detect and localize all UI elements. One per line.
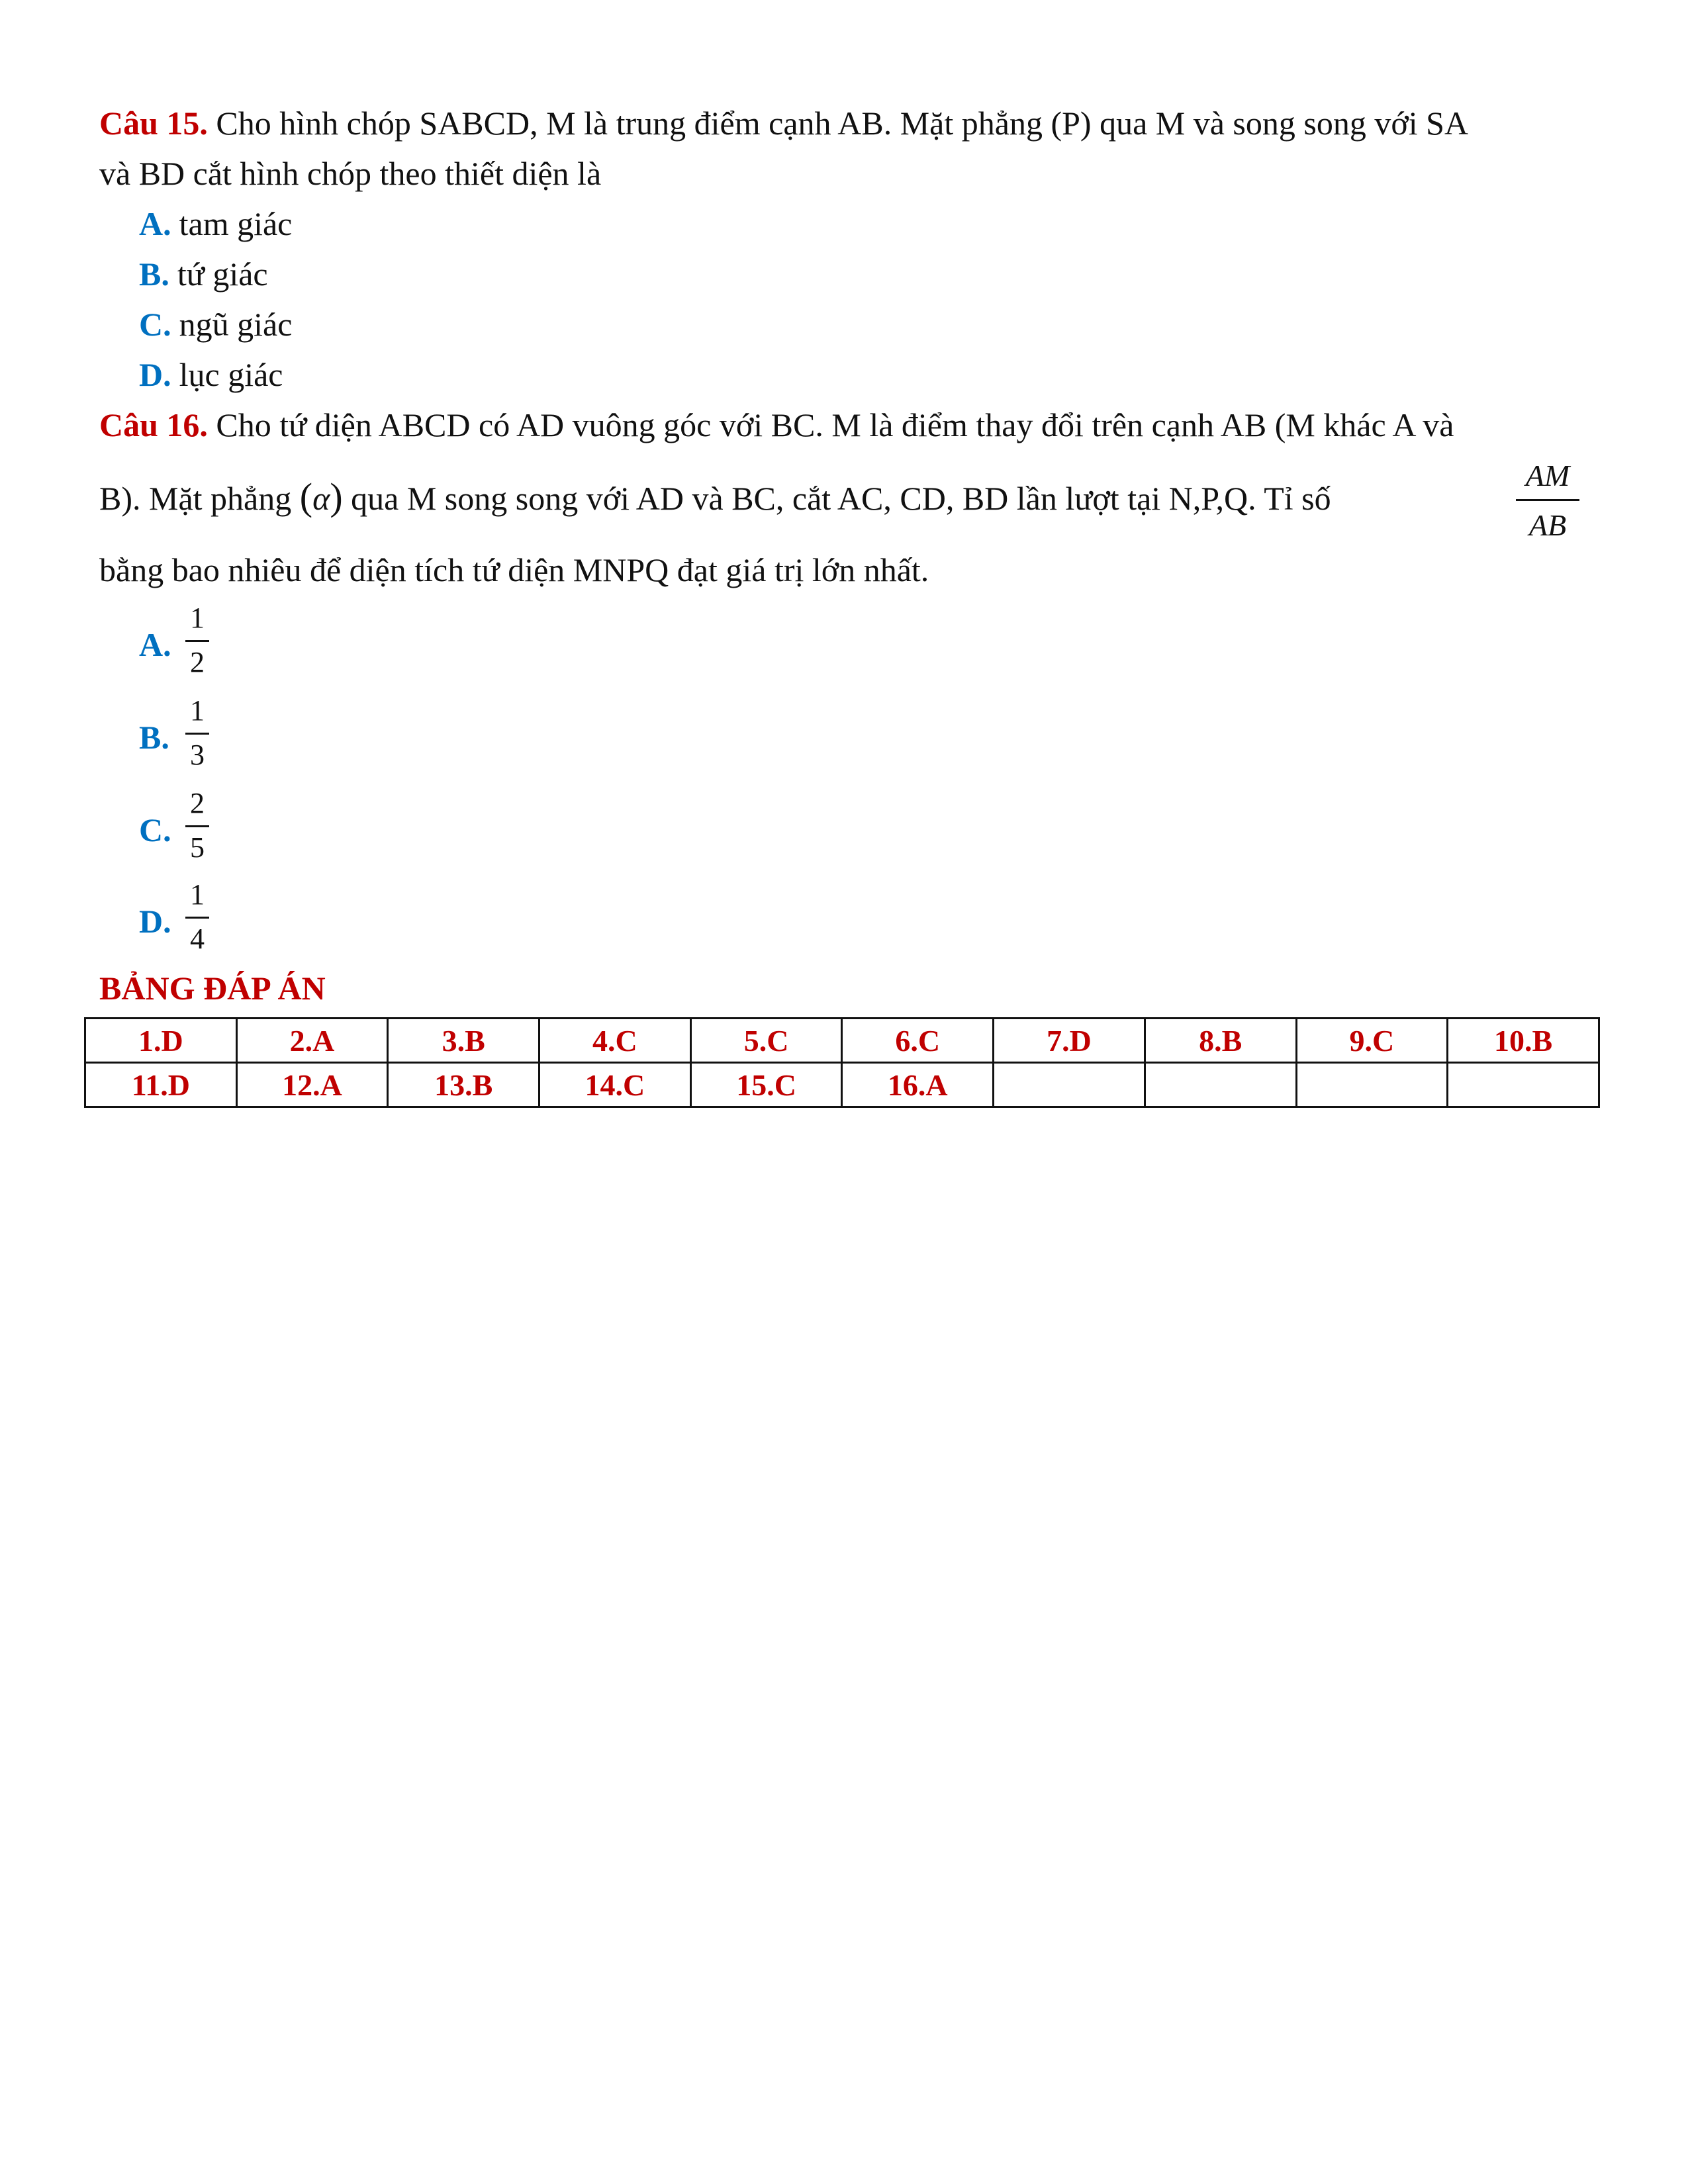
- answer-cell: 13.B: [388, 1063, 539, 1107]
- q15-option-b-label: B.: [139, 255, 169, 293]
- q16-line-1: [99, 404, 1454, 445]
- q16-option-c-den: 5: [190, 831, 205, 864]
- answer-cell: 14.C: [539, 1063, 691, 1107]
- answer-table: [84, 1017, 1600, 1108]
- answer-table-title: BẢNG ĐÁP ÁN: [99, 970, 326, 1007]
- q16-text-1: Cho tứ diện ABCD có AD vuông góc với BC. M là điểm thay đổi trên cạnh AB (M khác A và: [216, 406, 1454, 443]
- answer-cell: 11.D: [85, 1063, 237, 1107]
- q16-option-d-den: 4: [190, 923, 205, 955]
- q15-text-2: và BD cắt hình chóp theo thiết diện là: [99, 155, 602, 192]
- answer-cell: [994, 1063, 1145, 1107]
- answer-cell: 8.B: [1145, 1019, 1296, 1063]
- answer-cell: 1.D: [85, 1019, 237, 1063]
- answer-cell: 4.C: [539, 1019, 691, 1063]
- q15-option-d-label: D.: [139, 356, 171, 393]
- q16-ratio-fraction: [1516, 457, 1579, 545]
- q16-option-b-den: 3: [190, 739, 205, 771]
- answer-cell: 5.C: [690, 1019, 842, 1063]
- q16-paren-close: ): [330, 475, 343, 518]
- q16-option-a-den: 2: [190, 646, 205, 678]
- answer-cell: [1296, 1063, 1448, 1107]
- q16-ratio-denominator: AB: [1528, 508, 1567, 542]
- q16-option-c-fraction: [184, 784, 211, 868]
- answer-cell: 10.B: [1448, 1019, 1599, 1063]
- answer-cell: 2.A: [236, 1019, 388, 1063]
- answer-cell: [1145, 1063, 1296, 1107]
- answer-cell: 7.D: [994, 1019, 1145, 1063]
- q16-option-a-num: 1: [190, 602, 205, 634]
- q16-option-b-fraction: [184, 692, 211, 776]
- q16-alpha-symbol: α: [312, 480, 330, 517]
- q16-option-a-fraction: [184, 599, 211, 683]
- q15-option-b-text: tứ giác: [177, 255, 268, 293]
- q16-paren-open: (: [299, 475, 313, 518]
- q15-option-a: [139, 203, 292, 244]
- q16-option-d-num: 1: [190, 878, 205, 911]
- q16-text-3: bằng bao nhiêu để diện tích tứ diện MNPQ đạt giá trị lớn nhất.: [99, 551, 929, 588]
- q16-line-2: [99, 477, 1331, 519]
- q16-text-2b: qua M song song với AD và BC, cắt AC, CD, BD lần lượt tại N,P,Q. Tỉ số: [351, 480, 1331, 517]
- q15-text-1: Cho hình chóp SABCD, M là trung điểm cạnh AB. Mặt phẳng (P) qua M và song song với SA: [216, 105, 1469, 142]
- answer-cell: 16.A: [842, 1063, 994, 1107]
- q16-option-a-label: A.: [139, 626, 171, 663]
- q15-option-c-text: ngũ giác: [179, 306, 293, 343]
- q16-line-3: [99, 549, 929, 590]
- q15-line-2: [99, 153, 601, 194]
- answer-cell: 3.B: [388, 1019, 539, 1063]
- q15-option-a-label: A.: [139, 205, 171, 242]
- answer-table-row: [85, 1063, 1599, 1107]
- answer-cell: 6.C: [842, 1019, 994, 1063]
- q15-option-a-text: tam giác: [179, 205, 293, 242]
- q16-option-d-label: D.: [139, 903, 171, 940]
- q15-option-d: [139, 354, 283, 395]
- q15-option-c-label: C.: [139, 306, 171, 343]
- q16-option-b-label: B.: [139, 719, 169, 756]
- q16-option-b-num: 1: [190, 694, 205, 727]
- q16-label: Câu 16.: [99, 406, 208, 443]
- q15-line-1: [99, 103, 1468, 144]
- q16-text-2a: B). Mặt phẳng: [99, 480, 292, 517]
- q16-option-c-label: C.: [139, 811, 171, 848]
- q15-option-c: [139, 304, 292, 345]
- q15-option-b: [139, 253, 268, 295]
- answer-table-row: [85, 1019, 1599, 1063]
- answer-cell: 15.C: [690, 1063, 842, 1107]
- q16-ratio-bar: [1516, 499, 1579, 501]
- q16-option-d-fraction: [184, 876, 211, 960]
- answer-cell: 12.A: [236, 1063, 388, 1107]
- q16-option-c-num: 2: [190, 787, 205, 819]
- answer-cell: 9.C: [1296, 1019, 1448, 1063]
- answer-cell: [1448, 1063, 1599, 1107]
- q16-ratio-numerator: AM: [1525, 459, 1570, 492]
- q15-option-d-text: lục giác: [179, 356, 283, 393]
- q15-label: Câu 15.: [99, 105, 208, 142]
